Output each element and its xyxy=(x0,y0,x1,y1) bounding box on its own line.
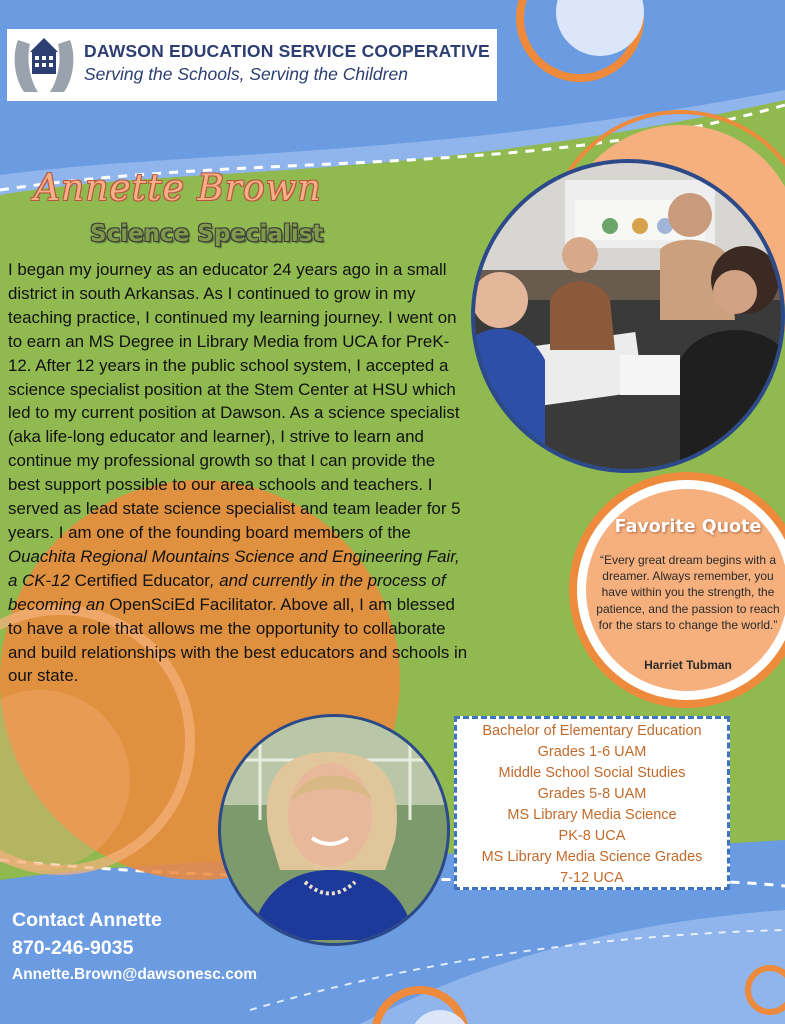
bio-text-5: OpenSciEd Facilitator. Above all, I am blessed to have a role that allows me the opportunity to collaborate and build relationships with the best educators and schools in our state. xyxy=(8,594,468,686)
education-list xyxy=(457,721,727,889)
bio-text-4: , and currently in the process of becoming an xyxy=(8,570,446,614)
quote-heading: Favorite Quote xyxy=(614,517,762,537)
education-item: MS Library Media Science Grades xyxy=(481,849,703,865)
education-item: PK-8 UCA xyxy=(558,828,626,844)
profile-title: Science Specialist xyxy=(90,221,324,247)
education-item: 7-12 UCA xyxy=(560,870,624,886)
profile-name: Annette Brown xyxy=(34,168,322,209)
bio-text-3: Certified Educator xyxy=(74,570,210,590)
bio-paragraph xyxy=(8,258,470,688)
education-box xyxy=(454,716,730,890)
contact-email[interactable]: Annette.Brown@dawsonesc.com xyxy=(12,966,258,983)
contact-phone[interactable]: 870-246-9035 xyxy=(12,937,134,959)
bio-text-1: I began my journey as an educator 24 years ago in a small district in south Arkansas. As I continued to grow in my teaching practice, I continued my learning journey. I went on to earn an MS Degree in Library Media from UCA for PreK-12. After 12 years in the public school system, I accepted a science specialist position at the Stem Center at HSU which led to my current position at Dawson. As a science specialist (aka life-long educator and learner), I strive to learn and continue my professional growth so that I can provide the best support possible to our area schools and teachers. I served as lead state science specialist and team leader for 5 years. I am one of the founding board members of the xyxy=(8,260,461,542)
education-item: Grades 5-8 UAM xyxy=(537,786,647,802)
quote-text: “Every great dream begins with a dreamer. Always remember, you have within you the strength, the patience, and the passion to reach for the stars to change the world.” xyxy=(596,553,780,632)
education-item: Middle School Social Studies xyxy=(498,765,686,781)
logo-hands-icon xyxy=(7,29,87,101)
organization-tagline: Serving the Schools, Serving the Children xyxy=(84,64,408,84)
education-item: Grades 1-6 UAM xyxy=(537,744,647,760)
organization-name: DAWSON EDUCATION SERVICE COOPERATIVE xyxy=(84,41,490,61)
education-item: Bachelor of Elementary Education xyxy=(482,723,702,739)
education-item: MS Library Media Science xyxy=(507,807,677,823)
quote-author: Harriet Tubman xyxy=(644,658,732,672)
contact-heading: Contact Annette xyxy=(12,909,162,931)
bio-text-2: Ouachita Regional Mountains Science and Engineering Fair, a CK-12 xyxy=(8,546,460,590)
